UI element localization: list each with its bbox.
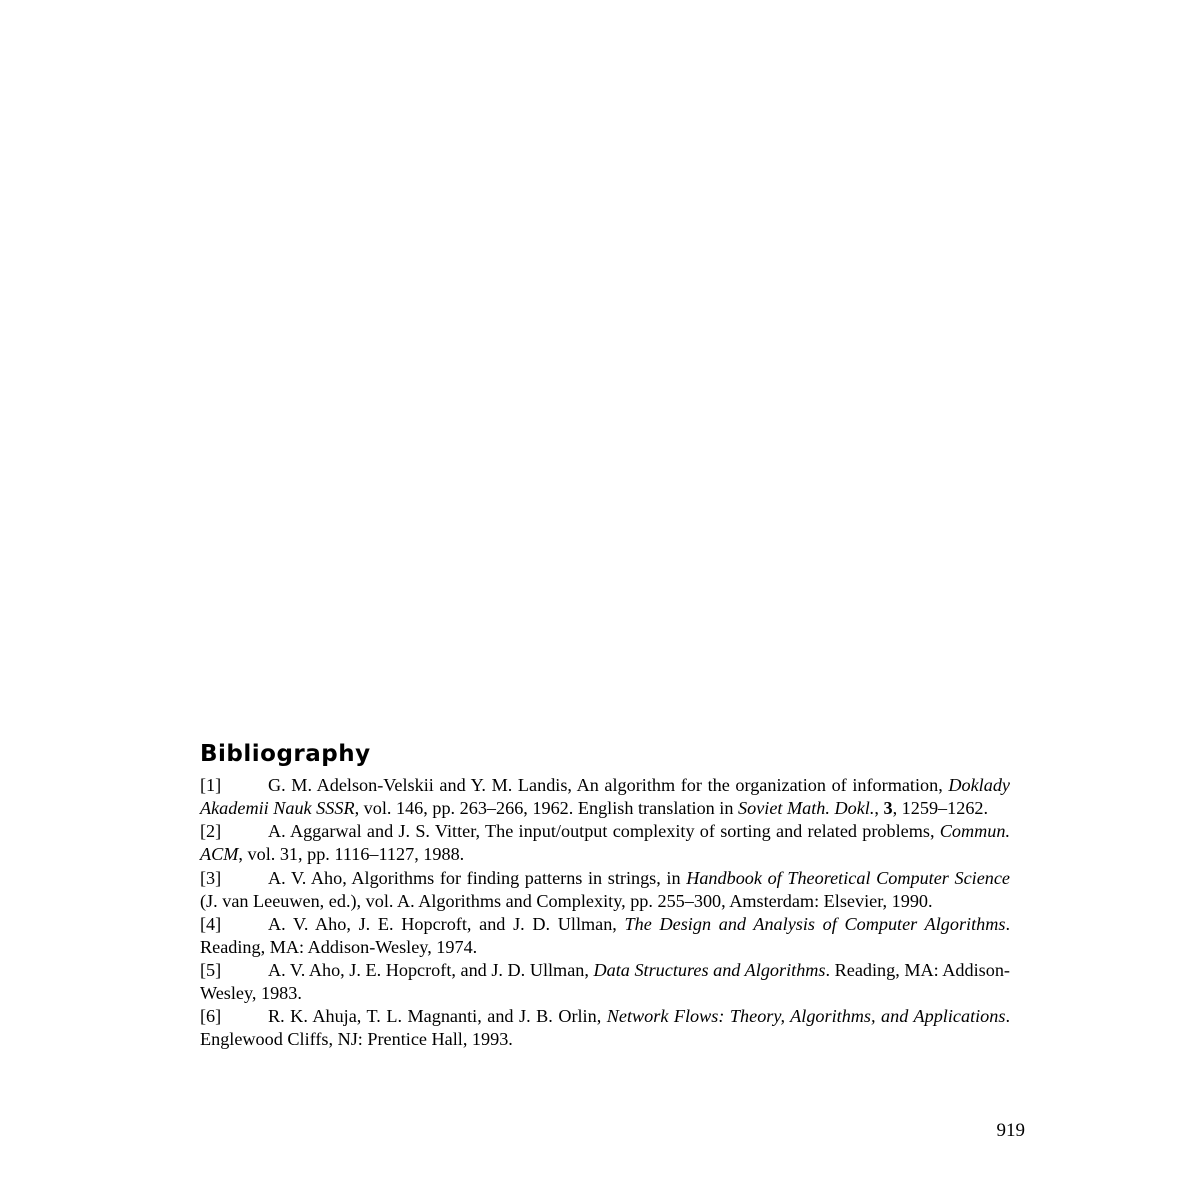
entry-text-fragment: . Reading, MA: Addison-Wesley, 1983.	[200, 960, 1010, 1003]
entry-text-fragment: 3	[883, 798, 893, 819]
bibliography-entry	[200, 774, 1010, 820]
page-title: Bibliography	[200, 741, 371, 767]
entry-number: [5]	[200, 960, 222, 981]
entry-number: [4]	[200, 913, 222, 934]
entry-text-fragment: R. K. Ahuja, T. L. Magnanti, and J. B. Orlin,	[268, 1006, 607, 1027]
entry-text-fragment: , vol. 146, pp. 263–266, 1962. English translation in	[354, 798, 739, 819]
entry-number: [2]	[200, 821, 222, 842]
entry-text-fragment: Handbook of Theoretical Computer Science	[686, 867, 1011, 888]
entry-text-fragment: ,	[874, 798, 884, 819]
entry-text-fragment: . Englewood Cliffs, NJ: Prentice Hall, 1993.	[200, 1006, 1010, 1050]
entry-text-fragment: The Design and Analysis of Computer Algorithms	[624, 913, 1006, 934]
entry-text-fragment: . Reading, MA: Addison-Wesley, 1974.	[200, 913, 1010, 957]
entry-text-fragment: (J. van Leeuwen, ed.), vol. A. Algorithms and Complexity, pp. 255–300, Amsterdam: Elsevier, 1990.	[200, 890, 933, 911]
entry-text-fragment: G. M. Adelson-Velskii and Y. M. Landis, An algorithm for the organization of information,	[268, 775, 949, 796]
entry-text-fragment: A. Aggarwal and J. S. Vitter, The input/output complexity of sorting and related problems,	[268, 821, 940, 842]
entry-text-fragment: Doklady Akademii Nauk SSSR	[200, 775, 1010, 819]
bibliography-entry	[200, 820, 1010, 866]
entry-text-fragment: , vol. 31, pp. 1116–1127, 1988.	[238, 844, 465, 865]
bibliography-entry	[200, 959, 1010, 1005]
entry-text-fragment: Data Structures and Algorithms	[593, 960, 826, 981]
entry-number: [6]	[200, 1006, 222, 1027]
entry-text-fragment: A. V. Aho, J. E. Hopcroft, and J. D. Ullman,	[268, 960, 594, 981]
bibliography-entry-list	[200, 774, 1010, 1051]
entry-text-fragment: Soviet Math. Dokl.	[738, 798, 875, 819]
page-number: 919	[996, 1120, 1025, 1141]
entry-text-fragment: Network Flows: Theory, Algorithms, and Applications	[606, 1006, 1006, 1027]
entry-number: [3]	[200, 867, 222, 888]
bibliography-entry	[200, 913, 1010, 959]
bibliography-section	[200, 742, 1010, 1051]
entry-text-fragment: , 1259–1262.	[892, 798, 989, 819]
entry-text-fragment: A. V. Aho, J. E. Hopcroft, and J. D. Ullman,	[268, 913, 625, 934]
entry-text-fragment: A. V. Aho, Algorithms for finding patterns in strings, in	[268, 867, 687, 888]
bibliography-entry	[200, 1005, 1010, 1051]
entry-text-fragment: Commun. ACM	[200, 821, 1010, 865]
entry-number: [1]	[200, 775, 222, 796]
bibliography-entry	[200, 867, 1010, 913]
